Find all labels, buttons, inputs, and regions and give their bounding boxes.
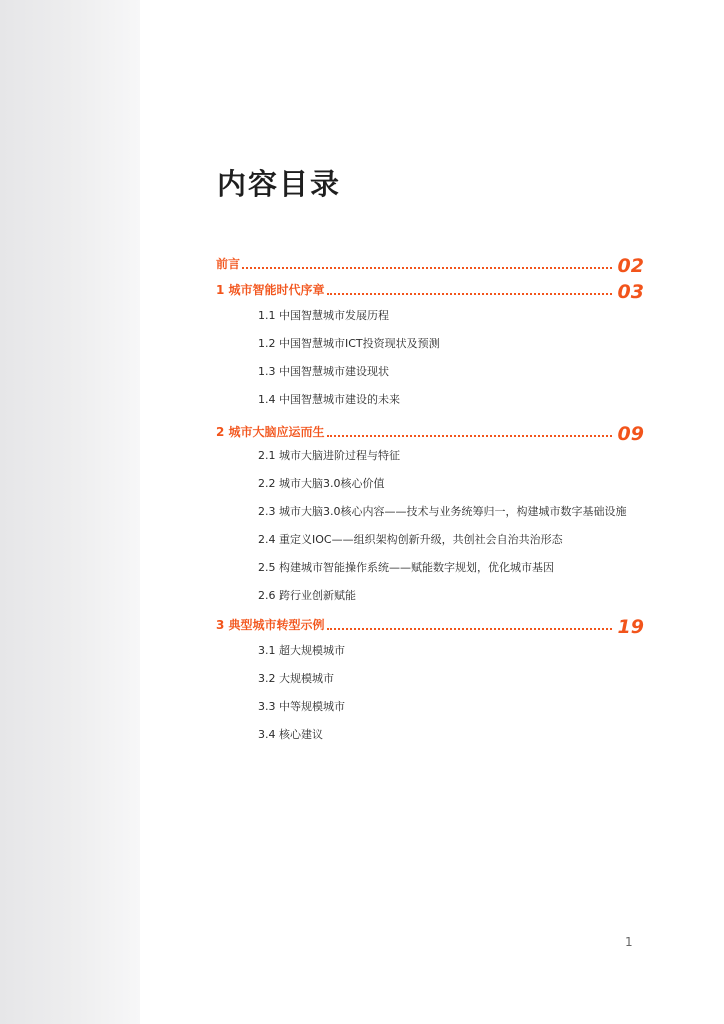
toc-section-3-1[interactable]: 3.1 超大规模城市 [258,644,345,657]
toc-section-1-3[interactable]: 1.3 中国智慧城市建设现状 [258,365,389,378]
toc-section-3-3[interactable]: 3.3 中等规模城市 [258,700,345,713]
chapter-label: 前言 [216,257,241,271]
chapter-label: 3 典型城市转型示例 [216,618,325,632]
chapter-label: 1 城市智能时代序章 [216,283,325,297]
toc-section-1-4[interactable]: 1.4 中国智慧城市建设的未来 [258,393,400,406]
dot-leader [327,293,612,295]
toc-section-2-3[interactable]: 2.3 城市大脑3.0核心内容——技术与业务统筹归一，构建城市数字基础设施 [258,505,627,518]
dot-leader [327,435,612,437]
dot-leader [242,267,612,269]
chapter-page-number: 02 [617,255,644,277]
chapter-page-number: 03 [617,281,644,303]
chapter-page-number: 09 [617,423,644,445]
toc-chapter-1[interactable] [216,276,644,302]
table-of-contents [216,0,646,1024]
toc-section-3-2[interactable]: 3.2 大规模城市 [258,672,334,685]
toc-chapter-preface[interactable] [216,250,644,276]
toc-section-2-6[interactable]: 2.6 跨行业创新赋能 [258,589,356,602]
toc-chapter-3[interactable] [216,611,644,637]
dot-leader [327,628,612,630]
toc-section-3-4[interactable]: 3.4 核心建议 [258,728,323,741]
chapter-page-number: 19 [617,616,644,638]
toc-section-2-2[interactable]: 2.2 城市大脑3.0核心价值 [258,477,385,490]
left-gray-band [0,0,140,1024]
toc-section-1-2[interactable]: 1.2 中国智慧城市ICT投资现状及预测 [258,337,440,350]
toc-section-1-1[interactable]: 1.1 中国智慧城市发展历程 [258,309,389,322]
toc-section-2-4[interactable]: 2.4 重定义IOC——组织架构创新升级，共创社会自治共治形态 [258,533,563,546]
chapter-label: 2 城市大脑应运而生 [216,425,325,439]
page-title: 内容目录 [217,167,342,201]
toc-section-2-5[interactable]: 2.5 构建城市智能操作系统——赋能数字规划，优化城市基因 [258,561,554,574]
toc-chapter-2[interactable] [216,418,644,444]
page-number: 1 [625,935,633,949]
toc-section-2-1[interactable]: 2.1 城市大脑进阶过程与特征 [258,449,400,462]
